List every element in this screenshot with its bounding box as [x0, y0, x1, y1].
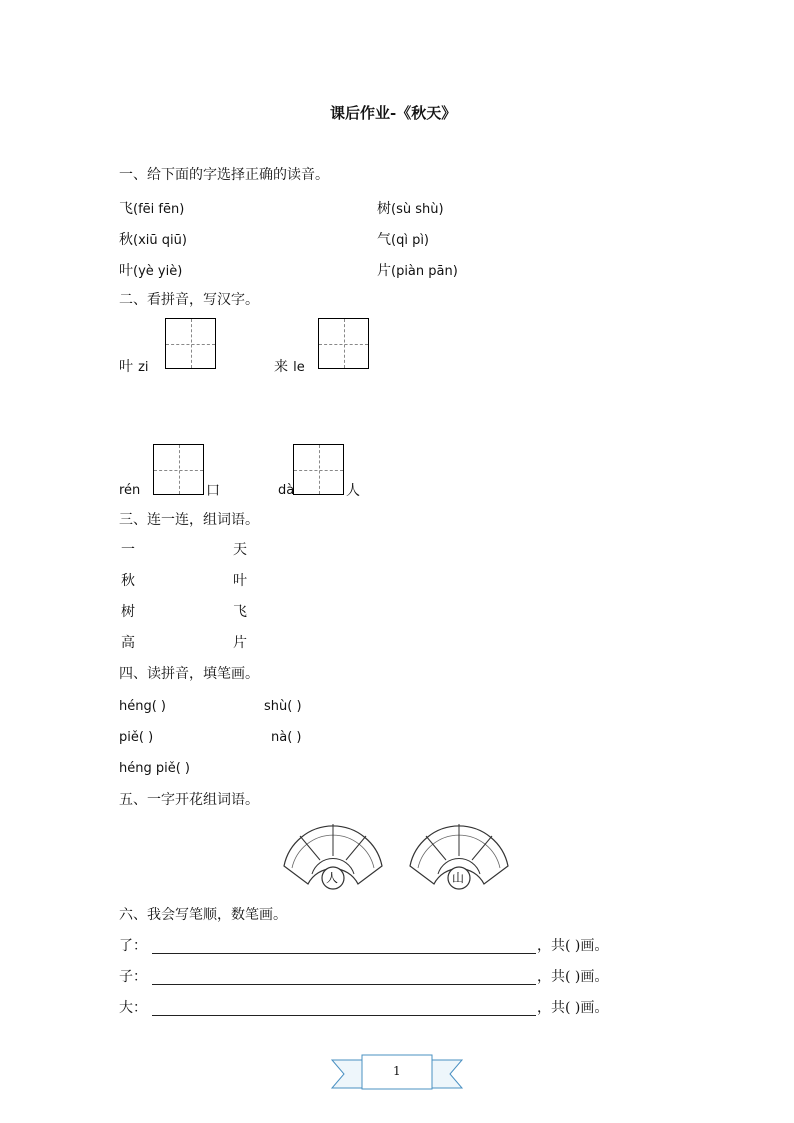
- page-number-ribbon: [330, 1052, 464, 1094]
- stroke-blank[interactable]: piě( ): [119, 730, 154, 745]
- s2-suffix: 人: [346, 483, 360, 499]
- s2-pinyin: rén: [119, 483, 141, 498]
- section-6-heading: 六、我会写笔顺，数笔画。: [119, 907, 287, 923]
- s2-item: [274, 356, 305, 377]
- s1-char: 飞: [119, 201, 133, 217]
- s2-prefix: 来: [274, 359, 288, 375]
- tian-grid-box[interactable]: [153, 444, 204, 495]
- fan-center-char: 山: [452, 871, 465, 885]
- fan-center-char: 人: [326, 871, 339, 885]
- section-2-heading: 二、看拼音，写汉字。: [119, 292, 259, 308]
- match-right-char[interactable]: 天: [233, 542, 247, 558]
- match-left-char[interactable]: 一: [121, 542, 135, 558]
- s1-pinyin: (qì pì): [391, 233, 430, 248]
- stroke-blank[interactable]: nà( ): [271, 730, 302, 745]
- s2-pinyin: zi: [138, 360, 149, 375]
- match-right-char[interactable]: 片: [233, 635, 247, 651]
- s1-item: [377, 229, 429, 250]
- match-left-char[interactable]: 树: [121, 604, 135, 620]
- s1-pinyin: (fēi fēn): [133, 202, 185, 217]
- match-left-char[interactable]: 秋: [121, 573, 135, 589]
- s2-pinyin: le: [293, 360, 305, 375]
- section-1-heading: 一、给下面的字选择正确的读音。: [119, 167, 329, 183]
- stroke-blank[interactable]: shù( ): [264, 699, 302, 714]
- stroke-count-blank[interactable]: ，共( )画。: [537, 1000, 609, 1016]
- s2-suffix: 口: [206, 483, 220, 499]
- stroke-count-blank[interactable]: ，共( )画。: [537, 938, 609, 954]
- s1-item: [377, 260, 458, 281]
- s1-char: 片: [377, 263, 391, 279]
- page-title: 课后作业-《秋天》: [330, 104, 457, 122]
- stroke-order-char: 子：: [119, 969, 147, 985]
- s1-item: [119, 229, 187, 250]
- s1-item: [119, 260, 182, 281]
- s1-item: [377, 198, 444, 219]
- match-left-char[interactable]: 高: [121, 635, 135, 651]
- stroke-order-char: 大：: [119, 1000, 147, 1016]
- page-number: 1: [393, 1064, 401, 1078]
- tian-grid-box[interactable]: [293, 444, 344, 495]
- s1-pinyin: (piàn pān): [391, 264, 458, 279]
- s1-char: 树: [377, 201, 391, 217]
- stroke-order-line[interactable]: [152, 953, 536, 954]
- s1-char: 叶: [119, 263, 133, 279]
- stroke-order-line[interactable]: [152, 984, 536, 985]
- stroke-blank[interactable]: héng piě( ): [119, 761, 190, 776]
- s1-pinyin: (xiū qiū): [133, 233, 187, 248]
- stroke-count-blank[interactable]: ，共( )画。: [537, 969, 609, 985]
- s1-pinyin: (sù shù): [391, 202, 444, 217]
- stroke-order-line[interactable]: [152, 1015, 536, 1016]
- match-right-char[interactable]: 飞: [233, 604, 247, 620]
- section-5-heading: 五、一字开花组词语。: [119, 792, 259, 808]
- section-3-heading: 三、连一连，组词语。: [119, 512, 259, 528]
- tian-grid-box[interactable]: [318, 318, 369, 369]
- s2-item: [119, 356, 149, 377]
- stroke-blank[interactable]: héng( ): [119, 699, 167, 714]
- match-right-char[interactable]: 叶: [233, 573, 247, 589]
- s2-prefix: 叶: [119, 359, 133, 375]
- s1-char: 气: [377, 232, 391, 248]
- section-4-heading: 四、读拼音，填笔画。: [119, 666, 259, 682]
- s1-item: [119, 198, 184, 219]
- s2-pinyin: dà: [278, 483, 295, 498]
- s1-char: 秋: [119, 232, 133, 248]
- s1-pinyin: (yè yiè): [133, 264, 183, 279]
- tian-grid-box[interactable]: [165, 318, 216, 369]
- stroke-order-char: 了：: [119, 938, 147, 954]
- fan-diagram: [282, 822, 384, 892]
- fan-diagram: [408, 822, 510, 892]
